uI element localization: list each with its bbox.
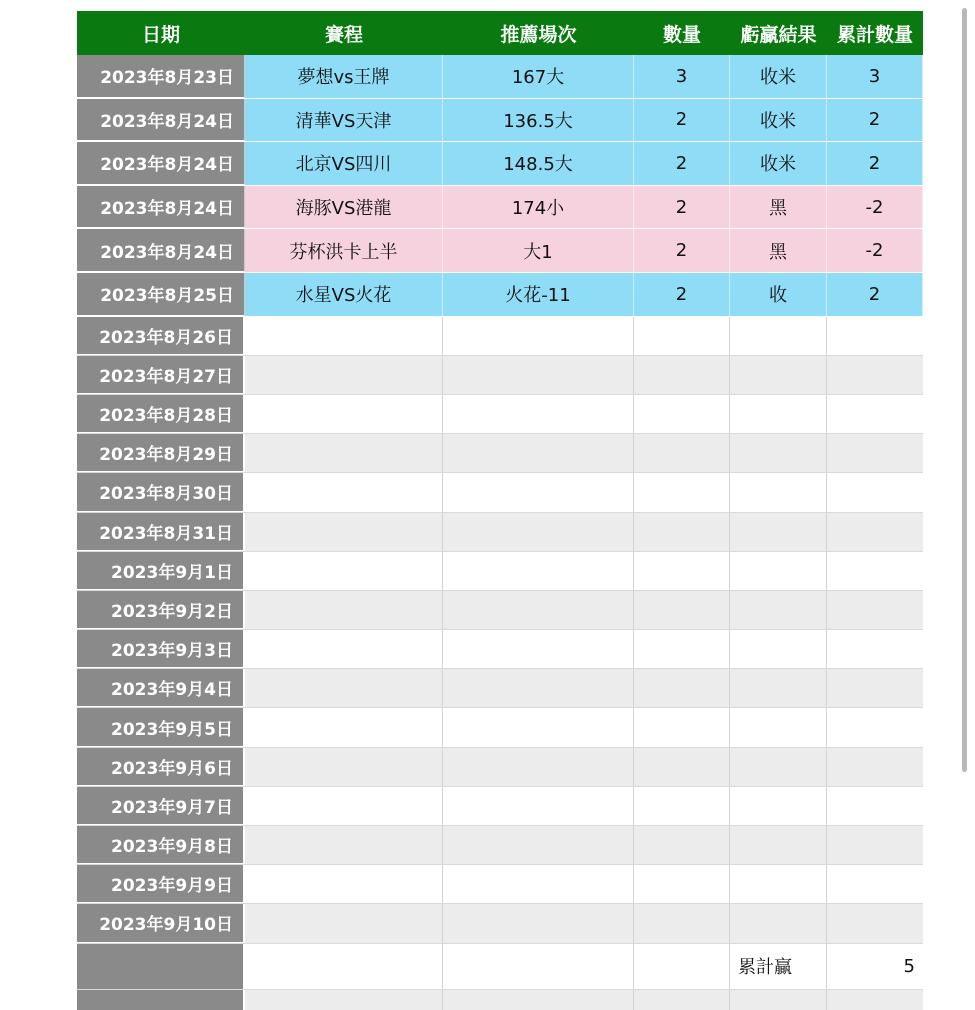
cell-quantity[interactable] — [634, 434, 730, 472]
cell-pick[interactable] — [443, 708, 634, 746]
cell-pick[interactable] — [443, 356, 634, 394]
table-header — [77, 11, 923, 55]
cell-quantity[interactable] — [634, 591, 730, 629]
table-row — [77, 55, 923, 99]
header-cumulative[interactable]: 累計數量 — [836, 23, 913, 46]
cell-quantity[interactable]: 2 — [634, 186, 730, 229]
table-row — [77, 591, 923, 630]
cell-date[interactable]: 2023年9月3日 — [77, 630, 245, 668]
total-quantity-cell[interactable] — [634, 944, 730, 989]
cell-cumulative[interactable]: -2 — [827, 186, 923, 229]
cell-date[interactable]: 2023年8月24日 — [77, 99, 245, 142]
total-label[interactable]: 累計贏 — [730, 944, 827, 989]
table-row — [77, 356, 923, 395]
total-date-cell[interactable] — [77, 944, 245, 989]
cell-match[interactable] — [245, 865, 443, 903]
table-row — [77, 787, 923, 826]
table-row — [77, 317, 923, 356]
cell-match[interactable] — [245, 787, 443, 825]
cell-match[interactable] — [245, 513, 443, 551]
cell-cumulative[interactable] — [827, 708, 923, 746]
cell-match[interactable] — [245, 317, 443, 355]
cell-pick[interactable]: 148.5大 — [443, 142, 634, 185]
cell-cumulative[interactable] — [827, 552, 923, 590]
cell-result[interactable] — [730, 904, 827, 942]
cell-match[interactable] — [245, 708, 443, 746]
cell-pick[interactable] — [443, 669, 634, 707]
table-row — [77, 395, 923, 434]
cell-quantity[interactable]: 3 — [634, 55, 730, 98]
cell-result[interactable] — [730, 434, 827, 472]
cell-result[interactable] — [730, 748, 827, 786]
cell-date[interactable]: 2023年8月30日 — [77, 473, 245, 511]
cell-cumulative[interactable]: 2 — [827, 142, 923, 185]
table-row — [77, 708, 923, 747]
cell-pick[interactable] — [443, 787, 634, 825]
cell-quantity[interactable] — [634, 708, 730, 746]
cell-cumulative[interactable] — [827, 630, 923, 668]
cell-pick[interactable] — [443, 434, 634, 472]
cell-quantity[interactable] — [634, 356, 730, 394]
cell-pick[interactable]: 174小 — [443, 186, 634, 229]
cell-date[interactable]: 2023年9月8日 — [77, 826, 245, 864]
cell-date[interactable]: 2023年9月10日 — [77, 904, 245, 942]
cell-date[interactable]: 2023年9月5日 — [77, 708, 245, 746]
cell-quantity[interactable]: 2 — [634, 99, 730, 142]
cell-match[interactable]: 北京VS四川 — [245, 142, 443, 185]
cell-result[interactable] — [730, 591, 827, 629]
cell-pick[interactable]: 136.5大 — [443, 99, 634, 142]
table-row — [77, 669, 923, 708]
cell-result[interactable] — [730, 356, 827, 394]
cell-pick[interactable]: 火花-11 — [443, 273, 634, 316]
cell-quantity[interactable]: 2 — [634, 229, 730, 272]
cell-date[interactable]: 2023年8月26日 — [77, 317, 245, 355]
cell-date[interactable]: 2023年9月1日 — [77, 552, 245, 590]
table-row — [77, 630, 923, 669]
cell-quantity[interactable] — [634, 669, 730, 707]
cell-date[interactable]: 2023年8月25日 — [77, 273, 245, 316]
cell-cumulative[interactable]: -2 — [827, 229, 923, 272]
cell-match[interactable] — [245, 669, 443, 707]
table-row — [77, 513, 923, 552]
cell-quantity[interactable] — [634, 317, 730, 355]
table-row — [77, 748, 923, 787]
cell-cumulative[interactable] — [827, 513, 923, 551]
cell-pick[interactable] — [443, 395, 634, 433]
cell-match[interactable] — [245, 904, 443, 942]
cell-date[interactable]: 2023年8月24日 — [77, 142, 245, 185]
header-date[interactable]: 日期 — [141, 23, 180, 46]
cell-pick[interactable] — [443, 317, 634, 355]
cell-quantity[interactable] — [634, 473, 730, 511]
table-row — [77, 273, 923, 317]
cell-date[interactable]: 2023年8月29日 — [77, 434, 245, 472]
vertical-scrollbar[interactable] — [962, 8, 967, 772]
cell-pick[interactable] — [443, 865, 634, 903]
cell-pick[interactable] — [443, 552, 634, 590]
total-value[interactable]: 5 — [903, 955, 915, 977]
cell-result[interactable] — [730, 395, 827, 433]
cell-result[interactable]: 收米 — [730, 142, 827, 185]
cell-date[interactable]: 2023年8月27日 — [77, 356, 245, 394]
table-row — [77, 865, 923, 904]
total-row — [77, 944, 923, 990]
cell-result[interactable] — [730, 630, 827, 668]
cell-date[interactable]: 2023年8月24日 — [77, 229, 245, 272]
cell-match[interactable] — [245, 630, 443, 668]
cell-quantity[interactable] — [634, 395, 730, 433]
cell-match[interactable]: 夢想vs王牌 — [245, 55, 443, 98]
cell-result[interactable] — [730, 473, 827, 511]
cell-result[interactable]: 收米 — [730, 55, 827, 98]
cell-cumulative[interactable] — [827, 317, 923, 355]
cell-result[interactable]: 黑 — [730, 186, 827, 229]
cell-match[interactable]: 水星VS火花 — [245, 273, 443, 316]
header-result[interactable]: 虧贏結果 — [740, 23, 817, 46]
cell-pick[interactable] — [443, 748, 634, 786]
cell-match[interactable]: 清華VS天津 — [245, 99, 443, 142]
table-row — [77, 473, 923, 512]
cell-cumulative[interactable] — [827, 904, 923, 942]
cell-date[interactable]: 2023年8月28日 — [77, 395, 245, 433]
cell-cumulative[interactable] — [827, 787, 923, 825]
cell-date[interactable]: 2023年9月4日 — [77, 669, 245, 707]
cell-pick[interactable]: 大1 — [443, 229, 634, 272]
table-row — [77, 826, 923, 865]
header-match[interactable]: 賽程 — [324, 23, 363, 46]
cell-cumulative[interactable] — [827, 473, 923, 511]
cell-quantity[interactable] — [634, 865, 730, 903]
cell-cumulative[interactable] — [827, 865, 923, 903]
cell-quantity[interactable] — [634, 748, 730, 786]
cell-cumulative[interactable]: 3 — [827, 55, 923, 98]
cell-quantity[interactable] — [634, 552, 730, 590]
cell-cumulative[interactable] — [827, 748, 923, 786]
cell-result[interactable] — [730, 513, 827, 551]
cell-cumulative[interactable] — [827, 669, 923, 707]
cell-pick[interactable] — [443, 904, 634, 942]
table-row — [77, 142, 923, 186]
cell-pick[interactable] — [443, 630, 634, 668]
cell-result[interactable] — [730, 552, 827, 590]
results-spreadsheet — [77, 11, 923, 1010]
cell-quantity[interactable] — [634, 904, 730, 942]
cell-result[interactable] — [730, 865, 827, 903]
cell-match[interactable] — [245, 473, 443, 511]
cell-match[interactable] — [245, 826, 443, 864]
table-row — [77, 229, 923, 273]
cell-quantity[interactable] — [634, 787, 730, 825]
cell-quantity[interactable] — [634, 630, 730, 668]
cell-cumulative[interactable]: 2 — [827, 99, 923, 142]
cell-pick[interactable] — [443, 591, 634, 629]
cell-match[interactable] — [245, 552, 443, 590]
cell-result[interactable]: 黑 — [730, 229, 827, 272]
cell-pick[interactable] — [443, 826, 634, 864]
cell-date[interactable]: 2023年8月24日 — [77, 186, 245, 229]
cell-match[interactable] — [245, 748, 443, 786]
cell-result[interactable] — [730, 669, 827, 707]
header-quantity[interactable]: 數量 — [662, 23, 701, 46]
cell-match[interactable] — [245, 591, 443, 629]
cell-result[interactable]: 收 — [730, 273, 827, 316]
cell-match[interactable] — [245, 434, 443, 472]
total-pick-cell[interactable] — [443, 944, 634, 989]
cell-date[interactable]: 2023年9月6日 — [77, 748, 245, 786]
cell-date[interactable]: 2023年9月9日 — [77, 865, 245, 903]
cell-cumulative[interactable] — [827, 591, 923, 629]
cell-date[interactable]: 2023年8月23日 — [77, 55, 245, 98]
cell-match[interactable] — [245, 395, 443, 433]
table-row — [77, 186, 923, 230]
cell-date[interactable]: 2023年9月7日 — [77, 787, 245, 825]
cell-pick[interactable] — [443, 513, 634, 551]
cell-cumulative[interactable] — [827, 395, 923, 433]
cell-quantity[interactable] — [634, 513, 730, 551]
cell-quantity[interactable]: 2 — [634, 142, 730, 185]
total-match-cell[interactable] — [245, 944, 443, 989]
table-row — [77, 99, 923, 143]
cell-pick[interactable] — [443, 473, 634, 511]
cell-cumulative[interactable]: 2 — [827, 273, 923, 316]
table-row — [77, 904, 923, 943]
cell-match[interactable]: 芬杯洪卡上半 — [245, 229, 443, 272]
cell-cumulative[interactable] — [827, 826, 923, 864]
cell-result[interactable] — [730, 317, 827, 355]
cell-quantity[interactable] — [634, 826, 730, 864]
table-row — [77, 434, 923, 473]
cell-cumulative[interactable] — [827, 356, 923, 394]
cell-result[interactable] — [730, 826, 827, 864]
cell-result[interactable] — [730, 708, 827, 746]
cell-match[interactable] — [245, 356, 443, 394]
cell-date[interactable]: 2023年9月2日 — [77, 591, 245, 629]
cell-date[interactable]: 2023年8月31日 — [77, 513, 245, 551]
table-row — [77, 552, 923, 591]
cell-match[interactable]: 海豚VS港龍 — [245, 186, 443, 229]
cell-result[interactable]: 收米 — [730, 99, 827, 142]
cell-result[interactable] — [730, 787, 827, 825]
cell-cumulative[interactable] — [827, 434, 923, 472]
cell-pick[interactable]: 167大 — [443, 55, 634, 98]
cell-quantity[interactable]: 2 — [634, 273, 730, 316]
table-body — [77, 55, 923, 944]
header-pick[interactable]: 推薦場次 — [500, 23, 577, 46]
